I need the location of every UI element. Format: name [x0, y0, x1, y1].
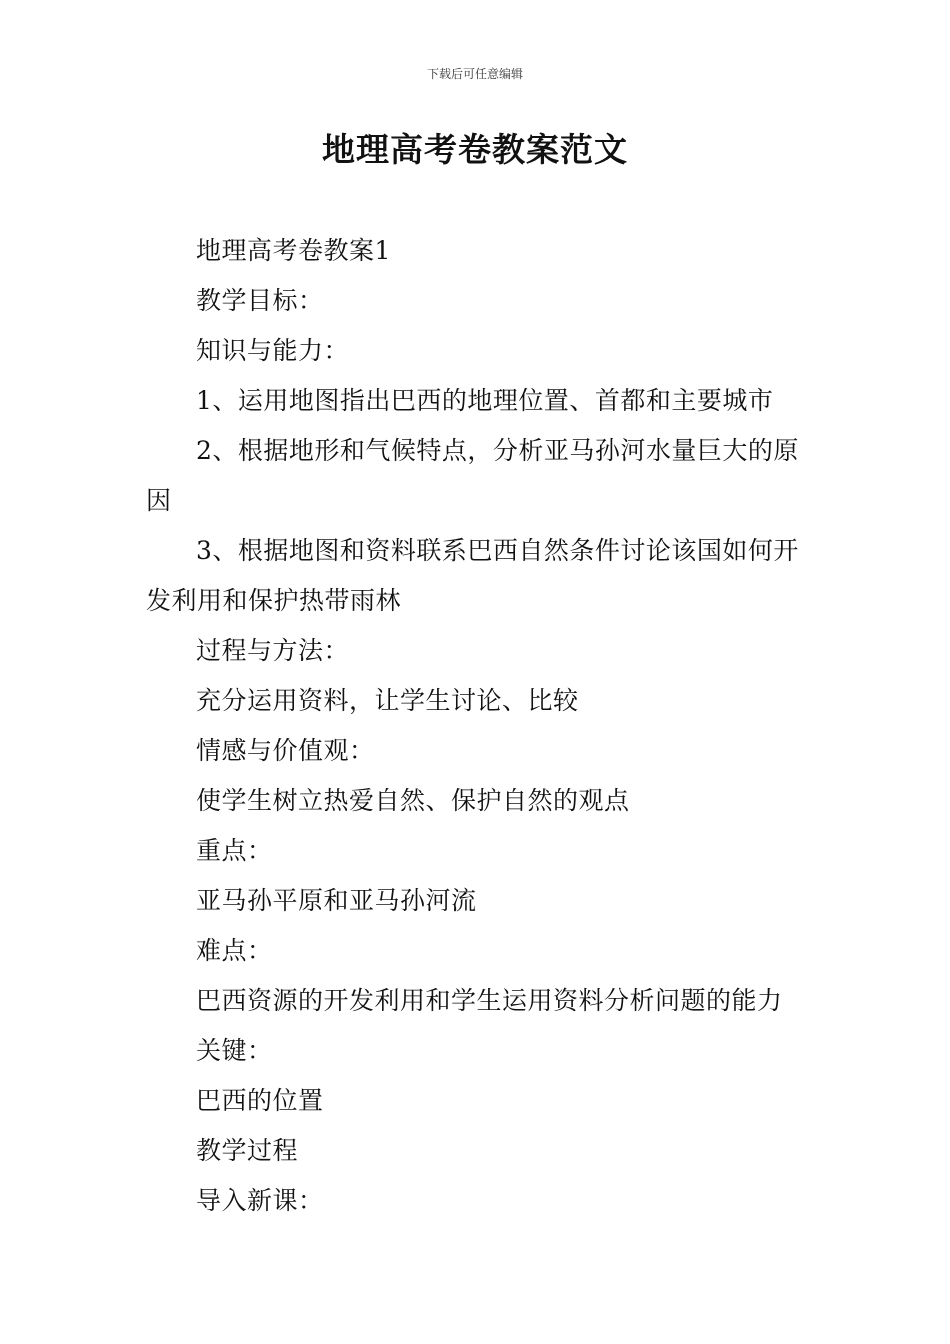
page-header-note: 下载后可任意编辑 — [426, 67, 523, 81]
paragraph-emotion-values: 情感与价值观： — [196, 736, 375, 765]
paragraph-goal-1: 1、运用地图指出巴西的地理位置、首都和主要城市 — [196, 386, 774, 415]
paragraph-difficulties-detail: 巴西资源的开发利用和学生运用资料分析问题的能力 — [196, 986, 783, 1015]
paragraph-emotion-detail: 使学生树立热爱自然、保护自然的观点 — [196, 786, 630, 815]
paragraph-introduction: 导入新课： — [196, 1186, 324, 1215]
paragraph-knowledge-ability: 知识与能力： — [196, 336, 350, 365]
paragraph-key-points-detail: 亚马孙平原和亚马孙河流 — [196, 886, 477, 915]
paragraph-crux-detail: 巴西的位置 — [196, 1086, 324, 1115]
document-title: 地理高考卷教案范文 — [322, 130, 628, 169]
paragraph-teaching-goals: 教学目标： — [196, 286, 324, 315]
paragraph-process-detail: 充分运用资料，让学生讨论、比较 — [196, 686, 579, 715]
paragraph-goal-2: 2、根据地形和气候特点，分析亚马孙河水量巨大的原因 — [146, 436, 799, 515]
paragraph-goal-3: 3、根据地图和资料联系巴西自然条件讨论该国如何开发利用和保护热带雨林 — [146, 536, 799, 615]
document-body — [146, 226, 811, 1226]
paragraph-process-method: 过程与方法： — [196, 636, 350, 665]
paragraph-difficulties: 难点： — [196, 936, 273, 965]
paragraph-crux: 关键： — [196, 1036, 273, 1065]
paragraph-key-points: 重点： — [196, 836, 273, 865]
paragraph-teaching-process: 教学过程 — [196, 1136, 299, 1165]
paragraph-lesson-heading: 地理高考卷教案1 — [196, 236, 391, 265]
